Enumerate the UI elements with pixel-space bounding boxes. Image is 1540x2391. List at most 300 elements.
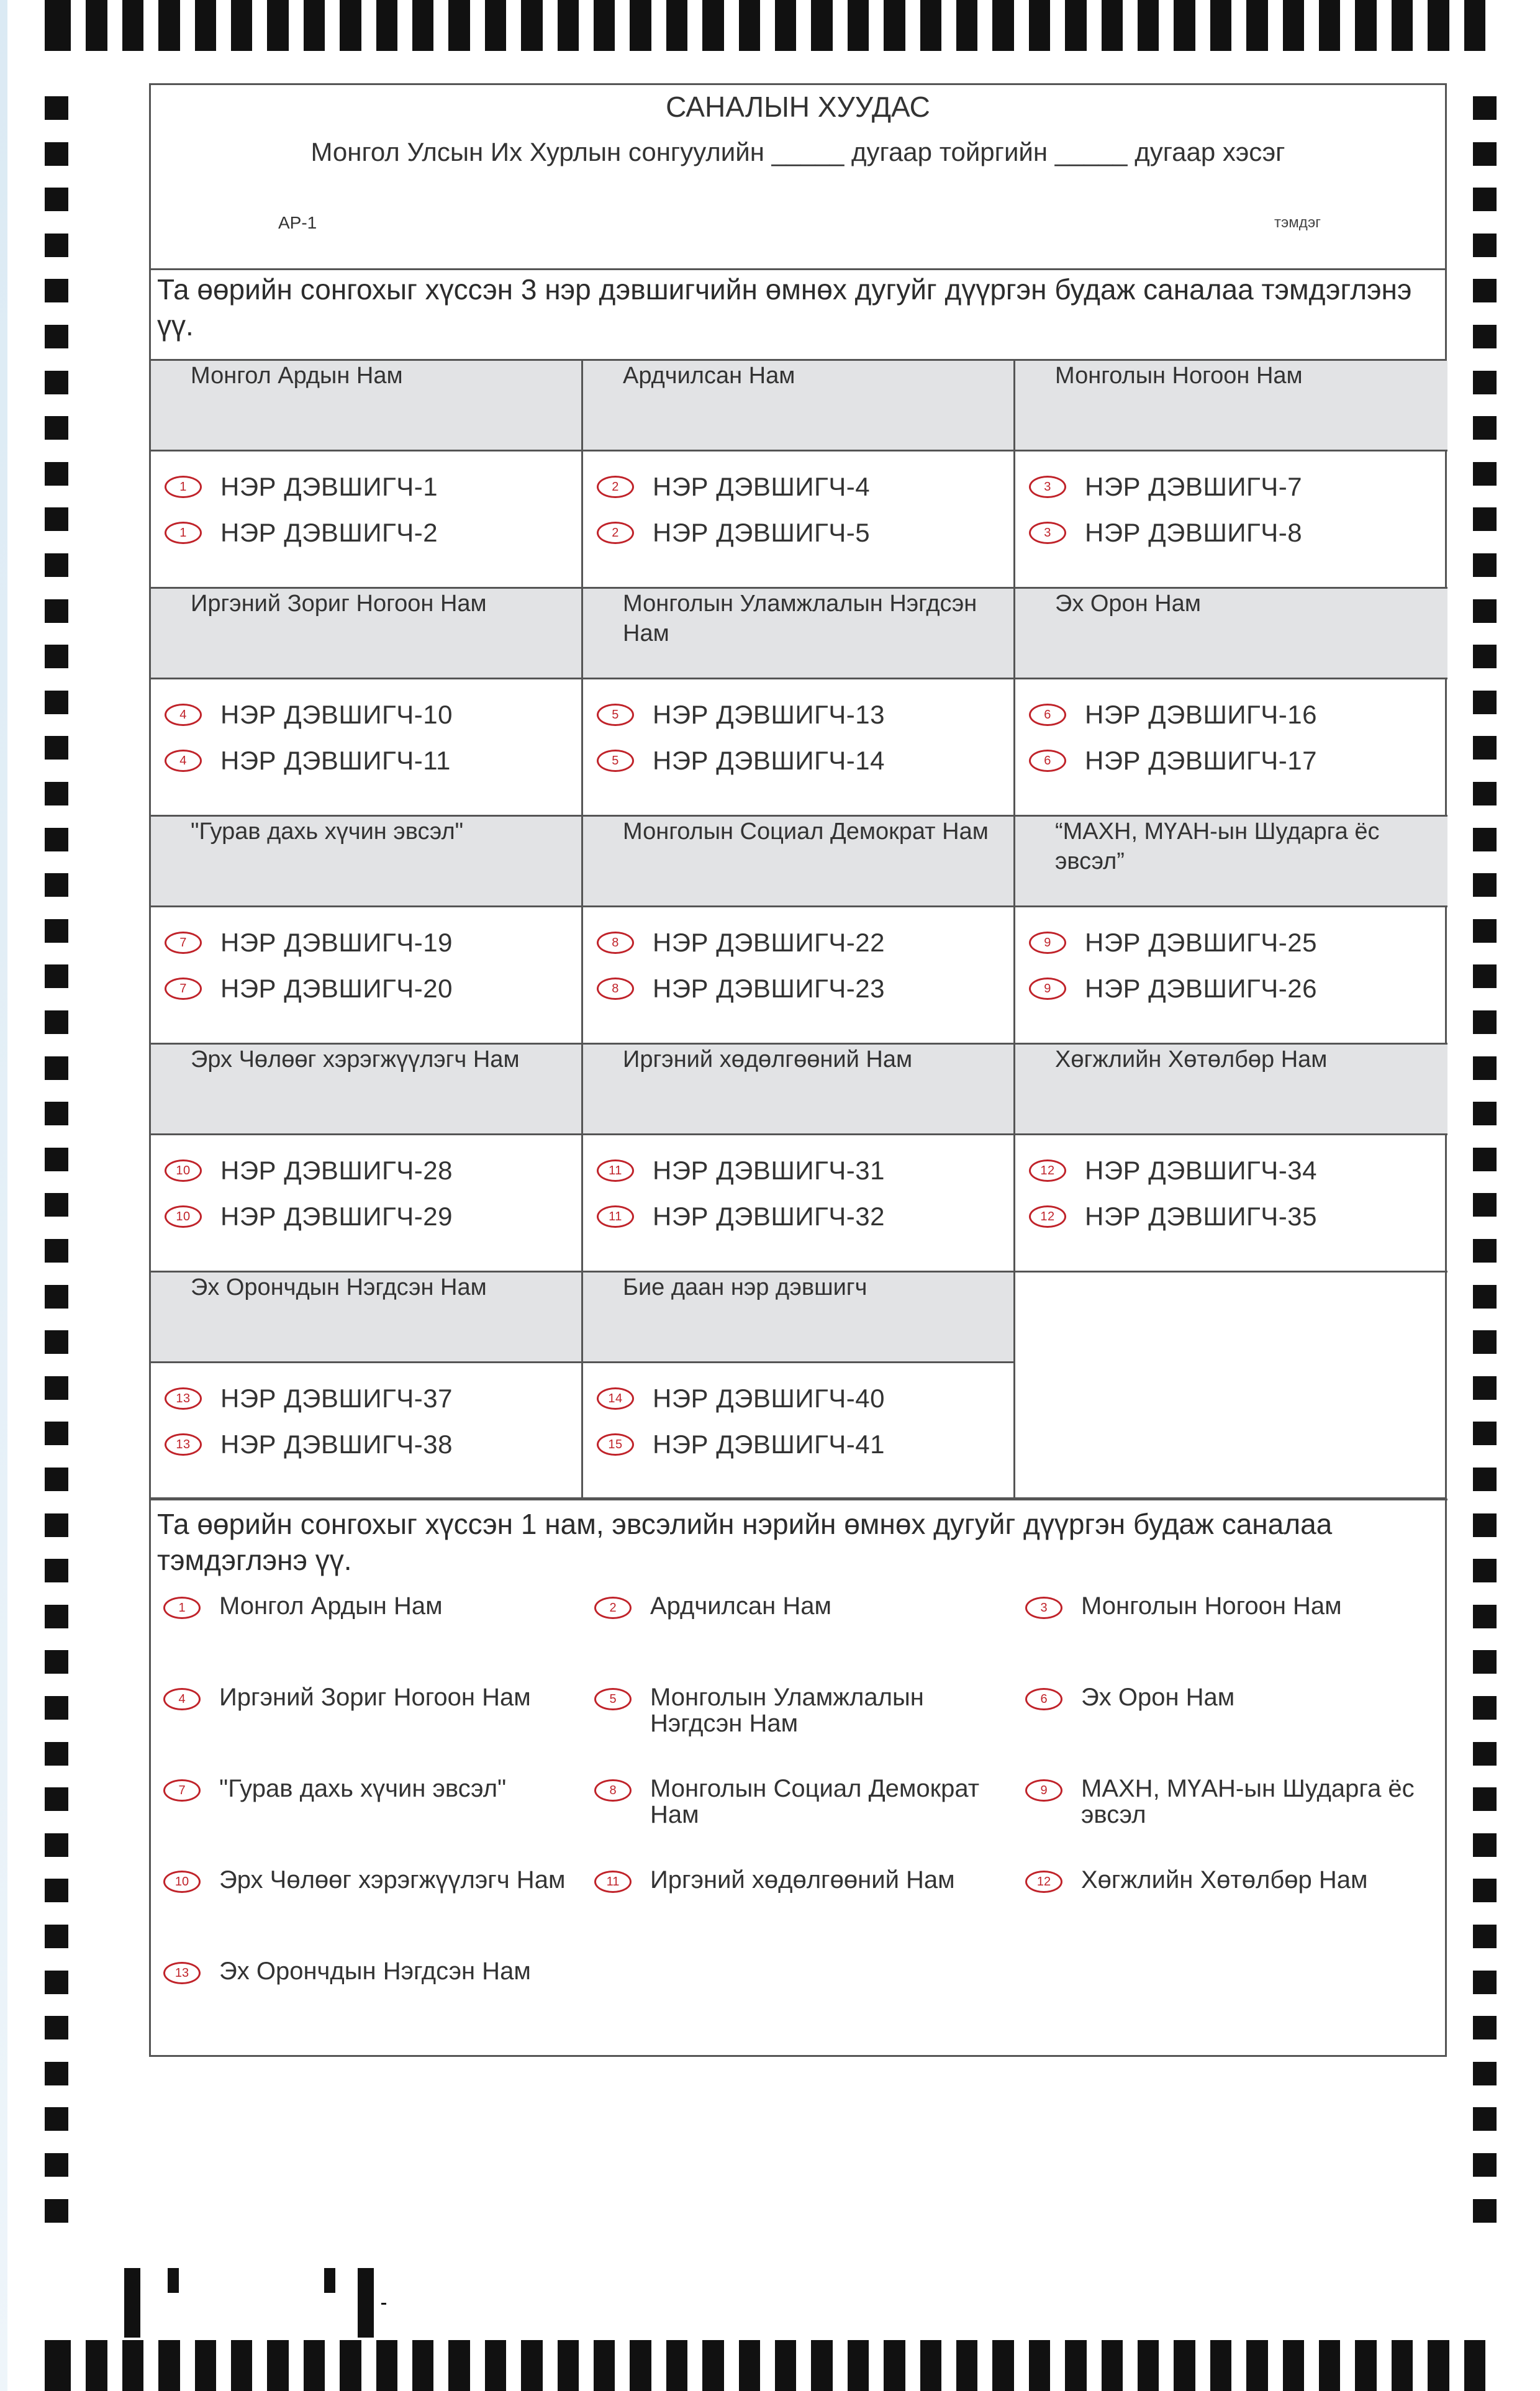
party-name: Ардчилсан Нам bbox=[583, 361, 1013, 451]
timing-square bbox=[45, 2199, 68, 2223]
timing-bar bbox=[884, 2340, 905, 2391]
party-candidate-block bbox=[1015, 589, 1447, 817]
timing-bar bbox=[267, 0, 288, 51]
timing-square bbox=[45, 1971, 68, 1994]
candidate-option[interactable] bbox=[165, 1383, 453, 1414]
candidate-name: НЭР ДЭВШИГЧ-8 bbox=[1085, 518, 1303, 547]
timing-bar bbox=[1392, 0, 1413, 51]
candidate-option[interactable] bbox=[165, 1201, 453, 1232]
candidate-option[interactable] bbox=[597, 1201, 885, 1232]
party-option-label: "Гурав дахь хүчин эвсэл" bbox=[219, 1775, 507, 1802]
vote-bubble[interactable]: 2 bbox=[597, 476, 634, 498]
party-name: Бие даан нэр дэвшигч bbox=[583, 1273, 1013, 1363]
vote-bubble[interactable]: 8 bbox=[597, 978, 634, 1000]
timing-square bbox=[1473, 1650, 1497, 1674]
party-candidate-block bbox=[583, 589, 1015, 817]
timing-square bbox=[1473, 1742, 1497, 1766]
party-option-label: Монгол Ардын Нам bbox=[219, 1592, 443, 1620]
vote-bubble[interactable]: 12 bbox=[1025, 1871, 1062, 1893]
timing-square bbox=[45, 96, 68, 120]
timing-square bbox=[1473, 416, 1497, 440]
left-timing-marks bbox=[45, 0, 68, 2236]
timing-square bbox=[45, 736, 68, 760]
timing-square bbox=[45, 964, 68, 988]
timing-square bbox=[1473, 736, 1497, 760]
timing-bar bbox=[666, 0, 687, 51]
timing-square bbox=[1473, 1513, 1497, 1537]
timing-bar bbox=[412, 0, 433, 51]
timing-bar bbox=[1138, 0, 1159, 51]
timing-square bbox=[1473, 1010, 1497, 1034]
candidate-name: НЭР ДЭВШИГЧ-2 bbox=[220, 518, 438, 547]
timing-square bbox=[1473, 2062, 1497, 2085]
bottom-timing-marks bbox=[45, 2340, 1495, 2391]
timing-bar bbox=[376, 2340, 397, 2391]
party-option-label: Монголын Уламжлалын Нэгдсэн Нам bbox=[650, 1684, 924, 1737]
timing-square bbox=[45, 1330, 68, 1354]
timing-bar bbox=[630, 2340, 651, 2391]
candidate-option[interactable] bbox=[1029, 745, 1317, 776]
timing-bar bbox=[448, 2340, 469, 2391]
timing-square bbox=[45, 462, 68, 486]
timing-bar bbox=[1428, 2340, 1449, 2391]
timing-bar bbox=[558, 2340, 579, 2391]
candidate-option[interactable] bbox=[165, 927, 453, 958]
vote-bubble[interactable]: 13 bbox=[163, 1962, 201, 1984]
candidate-name: НЭР ДЭВШИГЧ-10 bbox=[220, 700, 453, 729]
timing-square bbox=[45, 2107, 68, 2131]
timing-bar bbox=[558, 0, 579, 51]
timing-square bbox=[45, 325, 68, 348]
candidate-option[interactable] bbox=[597, 1155, 885, 1186]
candidate-name: НЭР ДЭВШИГЧ-7 bbox=[1085, 472, 1303, 501]
timing-square bbox=[45, 1787, 68, 1811]
vote-bubble[interactable]: 7 bbox=[163, 1779, 201, 1802]
party-option-label: Ардчилсан Нам bbox=[650, 1592, 831, 1620]
party-candidate-block bbox=[151, 361, 583, 589]
timing-bar bbox=[1210, 2340, 1231, 2391]
party-option[interactable] bbox=[594, 1776, 1023, 1828]
timing-square bbox=[1473, 96, 1497, 120]
vote-bubble[interactable]: 1 bbox=[165, 522, 202, 544]
timing-square bbox=[45, 371, 68, 394]
party-option[interactable] bbox=[1025, 1684, 1454, 1710]
candidate-option[interactable] bbox=[1029, 1155, 1317, 1186]
timing-bar bbox=[195, 0, 216, 51]
timing-square bbox=[45, 1879, 68, 1902]
party-name: Эх Орончдын Нэгдсэн Нам bbox=[151, 1273, 581, 1363]
timing-square bbox=[45, 691, 68, 714]
candidate-option[interactable] bbox=[597, 699, 885, 730]
timing-square bbox=[45, 873, 68, 897]
timing-bar bbox=[702, 2340, 723, 2391]
timing-bar bbox=[1392, 2340, 1413, 2391]
party-option[interactable] bbox=[163, 1958, 592, 1984]
vote-bubble[interactable]: 10 bbox=[163, 1871, 201, 1893]
candidate-option[interactable] bbox=[1029, 699, 1317, 730]
vote-bubble[interactable]: 5 bbox=[594, 1688, 632, 1710]
timing-square bbox=[45, 1696, 68, 1720]
vote-bubble[interactable]: 9 bbox=[1029, 932, 1066, 954]
party-candidate-block bbox=[1015, 1045, 1447, 1273]
candidate-name: НЭР ДЭВШИГЧ-35 bbox=[1085, 1202, 1317, 1231]
vote-bubble[interactable]: 3 bbox=[1029, 476, 1066, 498]
vote-bubble[interactable]: 4 bbox=[163, 1688, 201, 1710]
timing-bar bbox=[1355, 0, 1376, 51]
timing-bar bbox=[1065, 0, 1086, 51]
timing-bar bbox=[1283, 0, 1304, 51]
timing-square bbox=[45, 782, 68, 805]
timing-bar bbox=[1355, 2340, 1376, 2391]
timing-bar bbox=[920, 0, 941, 51]
timing-square bbox=[45, 1422, 68, 1445]
timing-square bbox=[1473, 142, 1497, 166]
timing-bar bbox=[848, 2340, 869, 2391]
timing-bar bbox=[122, 0, 143, 51]
candidate-name: НЭР ДЭВШИГЧ-5 bbox=[653, 518, 871, 547]
timing-square bbox=[1473, 1696, 1497, 1720]
timing-bar bbox=[158, 2340, 179, 2391]
party-option-label: МАХН, МҮАН-ын Шударга ёс эвсэл bbox=[1081, 1775, 1415, 1828]
timing-bar bbox=[956, 0, 977, 51]
timing-square bbox=[45, 2016, 68, 2039]
timing-bar bbox=[267, 2340, 288, 2391]
timing-square bbox=[1473, 2199, 1497, 2223]
timing-square bbox=[1473, 462, 1497, 486]
candidate-option[interactable] bbox=[1029, 517, 1302, 548]
party-candidate-block bbox=[583, 1045, 1015, 1273]
candidate-instruction: Та өөрийн сонгохыг хүссэн 3 нэр дэвшигчийн өмнөх дугуйг дүүргэн будаж саналаа тэмдэглэнэ үү. bbox=[157, 273, 1412, 342]
timing-bar bbox=[884, 0, 905, 51]
timing-square bbox=[1473, 1879, 1497, 1902]
timing-square bbox=[1473, 371, 1497, 394]
timing-square bbox=[1473, 1422, 1497, 1445]
candidate-name: НЭР ДЭВШИГЧ-17 bbox=[1085, 746, 1317, 775]
timing-square bbox=[45, 2062, 68, 2085]
timing-bar bbox=[485, 0, 506, 51]
timing-square bbox=[45, 1148, 68, 1171]
party-candidate-block bbox=[1015, 817, 1447, 1045]
party-option[interactable] bbox=[594, 1593, 1023, 1619]
party-option[interactable] bbox=[163, 1776, 592, 1802]
timing-bar bbox=[1319, 0, 1340, 51]
party-name: Эрх Чөлөөг хэрэгжүүлэгч Нам bbox=[151, 1045, 581, 1135]
timing-square bbox=[1473, 2107, 1497, 2131]
candidate-name: НЭР ДЭВШИГЧ-41 bbox=[653, 1430, 885, 1459]
vote-bubble[interactable]: 12 bbox=[1029, 1159, 1066, 1182]
stamp-label: тэмдэг bbox=[1274, 214, 1321, 231]
timing-bar bbox=[521, 0, 542, 51]
timing-bar bbox=[340, 0, 361, 51]
timing-square bbox=[1473, 188, 1497, 211]
timing-square bbox=[1473, 1925, 1497, 1948]
party-option[interactable] bbox=[594, 1684, 1023, 1736]
timing-bar bbox=[1029, 2340, 1050, 2391]
timing-bar bbox=[594, 0, 615, 51]
party-option[interactable] bbox=[1025, 1776, 1454, 1828]
timing-square bbox=[1473, 782, 1497, 805]
party-instruction: Та өөрийн сонгохыг хүссэн 1 нам, эвсэлийн нэрийн өмнөх дугуйг дүүргэн будаж саналаа тэмдэглэнэ үү. bbox=[157, 1508, 1333, 1576]
timing-bar bbox=[739, 2340, 760, 2391]
timing-bar bbox=[920, 2340, 941, 2391]
vote-bubble[interactable]: 6 bbox=[1029, 704, 1066, 726]
timing-square bbox=[45, 1925, 68, 1948]
timing-bar bbox=[231, 0, 252, 51]
candidate-name: НЭР ДЭВШИГЧ-28 bbox=[220, 1156, 453, 1185]
timing-square bbox=[1473, 873, 1497, 897]
timing-square bbox=[45, 1833, 68, 1857]
candidate-option[interactable] bbox=[597, 1429, 885, 1460]
vote-bubble[interactable]: 5 bbox=[597, 750, 634, 772]
candidate-name: НЭР ДЭВШИГЧ-13 bbox=[653, 700, 885, 729]
timing-bar bbox=[1246, 0, 1267, 51]
party-option[interactable] bbox=[594, 1867, 1023, 1893]
timing-bar bbox=[1065, 2340, 1086, 2391]
timing-bar bbox=[45, 2340, 71, 2391]
timing-square bbox=[45, 1056, 68, 1080]
timing-bar bbox=[630, 0, 651, 51]
vote-bubble[interactable]: 14 bbox=[597, 1387, 634, 1410]
timing-bar bbox=[1138, 2340, 1159, 2391]
party-option[interactable] bbox=[163, 1593, 592, 1619]
timing-bar bbox=[1102, 2340, 1123, 2391]
timing-square bbox=[1473, 1376, 1497, 1400]
candidate-option[interactable] bbox=[597, 471, 870, 502]
timing-square bbox=[45, 1193, 68, 1217]
timing-bar bbox=[1174, 0, 1195, 51]
timing-bar bbox=[811, 0, 832, 51]
timing-square bbox=[1473, 279, 1497, 302]
empty-block bbox=[1015, 1273, 1447, 1500]
party-option[interactable] bbox=[1025, 1867, 1454, 1893]
timing-bar bbox=[340, 2340, 361, 2391]
timing-bar bbox=[1283, 2340, 1304, 2391]
timing-square bbox=[45, 507, 68, 531]
candidate-option[interactable] bbox=[165, 471, 438, 502]
candidate-option[interactable] bbox=[597, 1383, 885, 1414]
party-candidate-block bbox=[151, 1273, 583, 1500]
vote-bubble[interactable]: 13 bbox=[165, 1433, 202, 1456]
vote-bubble[interactable]: 9 bbox=[1025, 1779, 1062, 1802]
candidate-option[interactable] bbox=[1029, 471, 1302, 502]
candidate-name: НЭР ДЭВШИГЧ-20 bbox=[220, 974, 453, 1003]
timing-square bbox=[45, 1376, 68, 1400]
timing-bar bbox=[231, 2340, 252, 2391]
timing-bar bbox=[1464, 2340, 1485, 2391]
candidate-option[interactable] bbox=[165, 1155, 453, 1186]
timing-square bbox=[1473, 1605, 1497, 1628]
candidate-option[interactable] bbox=[165, 699, 453, 730]
vote-bubble[interactable]: 6 bbox=[1029, 750, 1066, 772]
candidate-option[interactable] bbox=[597, 927, 885, 958]
vote-bubble[interactable]: 2 bbox=[597, 522, 634, 544]
party-option-label: Монголын Ногоон Нам bbox=[1081, 1592, 1342, 1620]
party-name: Монголын Ногоон Нам bbox=[1015, 361, 1447, 451]
candidate-name: НЭР ДЭВШИГЧ-4 bbox=[653, 472, 871, 501]
vote-bubble[interactable]: 10 bbox=[165, 1205, 202, 1228]
party-name: Эх Орон Нам bbox=[1015, 589, 1447, 679]
timing-bar bbox=[992, 0, 1013, 51]
party-name: “МАХН, МҮАН-ын Шударга ёс эвсэл” bbox=[1015, 817, 1447, 907]
candidate-option[interactable] bbox=[165, 973, 453, 1004]
candidate-name: НЭР ДЭВШИГЧ-25 bbox=[1085, 928, 1317, 957]
party-option[interactable] bbox=[1025, 1593, 1454, 1619]
timing-square bbox=[45, 1468, 68, 1491]
timing-square bbox=[45, 1010, 68, 1034]
vote-bubble[interactable]: 8 bbox=[594, 1779, 632, 1802]
top-timing-marks bbox=[45, 0, 1495, 51]
candidate-name: НЭР ДЭВШИГЧ-16 bbox=[1085, 700, 1317, 729]
party-name: Монголын Уламжлалын Нэгдсэн Нам bbox=[583, 589, 1013, 679]
ballot-header bbox=[151, 85, 1445, 270]
candidate-option[interactable] bbox=[597, 973, 885, 1004]
vote-bubble[interactable]: 6 bbox=[1025, 1688, 1062, 1710]
candidate-name: НЭР ДЭВШИГЧ-23 bbox=[653, 974, 885, 1003]
timing-bar bbox=[158, 0, 179, 51]
timing-bar bbox=[448, 0, 469, 51]
timing-bar bbox=[739, 0, 760, 51]
vote-bubble[interactable]: 10 bbox=[165, 1159, 202, 1182]
timing-square bbox=[1473, 691, 1497, 714]
party-option[interactable] bbox=[163, 1684, 592, 1710]
timing-square bbox=[45, 234, 68, 257]
timing-bar bbox=[811, 2340, 832, 2391]
party-name: Иргэний хөдөлгөөний Нам bbox=[583, 1045, 1013, 1135]
right-timing-marks bbox=[1473, 0, 1497, 2236]
party-candidate-block bbox=[583, 1273, 1015, 1500]
party-candidate-block bbox=[583, 361, 1015, 589]
candidate-name: НЭР ДЭВШИГЧ-29 bbox=[220, 1202, 453, 1231]
page-edge-strip bbox=[0, 0, 7, 2391]
party-option[interactable] bbox=[163, 1867, 592, 1893]
party-option-label: Монголын Социал Демократ Нам bbox=[650, 1775, 980, 1828]
timing-bar bbox=[1319, 2340, 1340, 2391]
timing-bar bbox=[1428, 0, 1449, 51]
vote-bubble[interactable]: 7 bbox=[165, 978, 202, 1000]
timing-square bbox=[1473, 599, 1497, 623]
timing-bar bbox=[304, 0, 325, 51]
timing-square bbox=[1473, 507, 1497, 531]
timing-square bbox=[45, 919, 68, 943]
ballot-subtitle: Монгол Улсын Их Хурлын сонгуулийн _____ дугаар тойргийн _____ дугаар хэсэг bbox=[310, 137, 1285, 166]
timing-square bbox=[1473, 2153, 1497, 2177]
candidate-option[interactable] bbox=[597, 517, 870, 548]
vote-bubble[interactable]: 8 bbox=[597, 932, 634, 954]
timing-bar bbox=[521, 2340, 542, 2391]
timing-square bbox=[1473, 1148, 1497, 1171]
candidate-name: НЭР ДЭВШИГЧ-32 bbox=[653, 1202, 885, 1231]
vote-bubble[interactable]: 11 bbox=[597, 1205, 634, 1228]
candidate-option[interactable] bbox=[165, 1429, 453, 1460]
timing-bar bbox=[122, 2340, 143, 2391]
timing-bar bbox=[848, 0, 869, 51]
timing-bar bbox=[1246, 2340, 1267, 2391]
candidate-option[interactable] bbox=[1029, 973, 1317, 1004]
timing-square bbox=[1473, 553, 1497, 577]
party-option-label: Иргэний хөдөлгөөний Нам bbox=[650, 1866, 955, 1894]
party-option-label: Иргэний Зориг Ногоон Нам bbox=[219, 1684, 531, 1711]
vote-bubble[interactable]: 13 bbox=[165, 1387, 202, 1410]
timing-bar bbox=[1210, 0, 1231, 51]
party-candidate-block bbox=[151, 589, 583, 817]
timing-square bbox=[1473, 828, 1497, 851]
timing-square bbox=[1473, 1971, 1497, 1994]
party-candidate-block bbox=[151, 817, 583, 1045]
timing-square bbox=[1473, 1559, 1497, 1582]
party-option-label: Эх Орон Нам bbox=[1081, 1684, 1235, 1711]
timing-bar bbox=[1102, 0, 1123, 51]
ballot-form bbox=[149, 83, 1447, 2057]
party-name: Иргэний Зориг Ногоон Нам bbox=[151, 589, 581, 679]
vote-bubble[interactable]: 3 bbox=[1025, 1597, 1062, 1619]
candidate-name: НЭР ДЭВШИГЧ-1 bbox=[220, 472, 438, 501]
party-candidate-block bbox=[583, 817, 1015, 1045]
vote-bubble[interactable]: 2 bbox=[594, 1597, 632, 1619]
candidate-name: НЭР ДЭВШИГЧ-37 bbox=[220, 1384, 453, 1413]
timing-square bbox=[1473, 234, 1497, 257]
candidate-option[interactable] bbox=[165, 745, 451, 776]
timing-square bbox=[45, 1559, 68, 1582]
party-option-label: Эрх Чөлөөг хэрэгжүүлэгч Нам bbox=[219, 1866, 566, 1894]
vote-bubble[interactable]: 4 bbox=[165, 704, 202, 726]
vote-bubble[interactable]: 5 bbox=[597, 704, 634, 726]
timing-square bbox=[1473, 1056, 1497, 1080]
vote-bubble[interactable]: 1 bbox=[163, 1597, 201, 1619]
timing-square bbox=[45, 599, 68, 623]
candidate-name: НЭР ДЭВШИГЧ-26 bbox=[1085, 974, 1317, 1003]
timing-square bbox=[1473, 964, 1497, 988]
vote-bubble[interactable]: 3 bbox=[1029, 522, 1066, 544]
vote-bubble[interactable]: 12 bbox=[1029, 1205, 1066, 1228]
timing-bar bbox=[775, 2340, 796, 2391]
timing-square bbox=[1473, 1833, 1497, 1857]
candidate-name: НЭР ДЭВШИГЧ-11 bbox=[220, 746, 451, 775]
vote-bubble[interactable]: 15 bbox=[597, 1433, 634, 1456]
candidate-name: НЭР ДЭВШИГЧ-31 bbox=[653, 1156, 885, 1185]
candidate-name: НЭР ДЭВШИГЧ-38 bbox=[220, 1430, 453, 1459]
candidate-option[interactable] bbox=[597, 745, 885, 776]
timing-bar bbox=[956, 2340, 977, 2391]
timing-square bbox=[1473, 325, 1497, 348]
timing-bar bbox=[992, 2340, 1013, 2391]
vote-bubble[interactable]: 11 bbox=[594, 1871, 632, 1893]
candidate-grid bbox=[151, 359, 1445, 1499]
timing-square bbox=[1473, 1239, 1497, 1263]
timing-bar bbox=[702, 0, 723, 51]
timing-square bbox=[45, 553, 68, 577]
vote-bubble[interactable]: 4 bbox=[165, 750, 202, 772]
timing-square bbox=[45, 1742, 68, 1766]
vote-bubble[interactable]: 9 bbox=[1029, 978, 1066, 1000]
timing-square bbox=[1473, 645, 1497, 668]
timing-bar bbox=[376, 0, 397, 51]
vote-bubble[interactable]: 7 bbox=[165, 932, 202, 954]
candidate-name: НЭР ДЭВШИГЧ-19 bbox=[220, 928, 453, 957]
party-option-label: Хөгжлийн Хөтөлбөр Нам bbox=[1081, 1866, 1368, 1894]
candidate-option[interactable] bbox=[1029, 927, 1317, 958]
timing-square bbox=[1473, 1193, 1497, 1217]
party-name: Хөгжлийн Хөтөлбөр Нам bbox=[1015, 1045, 1447, 1135]
timing-bar bbox=[1174, 2340, 1195, 2391]
candidate-option[interactable] bbox=[1029, 1201, 1317, 1232]
party-name: "Гурав дахь хүчин эвсэл" bbox=[151, 817, 581, 907]
party-name: Монголын Социал Демократ Нам bbox=[583, 817, 1013, 907]
candidate-option[interactable] bbox=[165, 517, 438, 548]
vote-bubble[interactable]: 11 bbox=[597, 1159, 634, 1182]
vote-bubble[interactable]: 1 bbox=[165, 476, 202, 498]
timing-bar bbox=[666, 2340, 687, 2391]
party-name: Монгол Ардын Нам bbox=[151, 361, 581, 451]
